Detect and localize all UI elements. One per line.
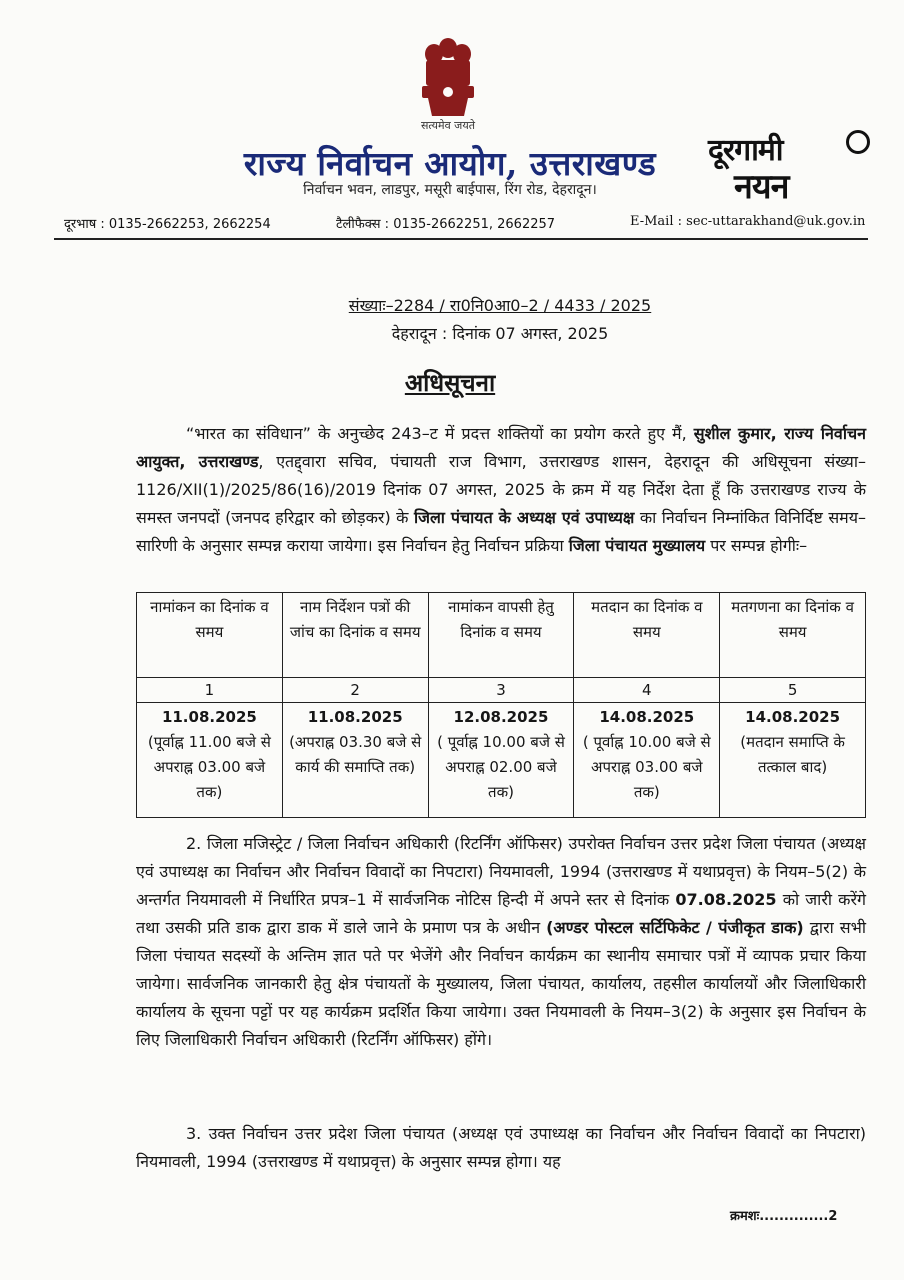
cell-time: ( पूर्वाह्न 10.00 बजे से अपराह्न 02.00 बजे तक) xyxy=(437,733,565,801)
para1-bold-2: जिला पंचायत के अध्यक्ष एवं उपाध्यक्ष xyxy=(413,508,635,527)
emblem-motto: सत्यमेव जयते xyxy=(420,119,475,132)
cell-date: 11.08.2025 xyxy=(307,708,403,726)
logo-text-top: दूरगामी xyxy=(708,133,783,168)
cell-time: (पूर्वाह्न 11.00 बजे से अपराह्न 03.00 बजे तक) xyxy=(147,733,271,801)
para1-text-3: का निर्वाचन निम्नांकित विनिर्दिष्ट समय–सारिणी के अनुसार सम्पन्न कराया जायेगा। इस निर्वाचन हेतु निर्वाचन प्रक्रिया xyxy=(136,508,866,555)
organization-title: राज्य निर्वाचन आयोग, उत्तराखण्ड xyxy=(243,144,657,183)
cell-date: 12.08.2025 xyxy=(453,708,549,726)
table-cell xyxy=(137,703,283,818)
column-number: 2 xyxy=(282,678,428,703)
para1-bold-3: जिला पंचायत मुख्यालय xyxy=(568,536,706,555)
cell-time: (मतदान समाप्ति के तत्काल बाद) xyxy=(740,733,845,776)
telefax-number: टैलीफैक्स : 0135-2662251, 2662257 xyxy=(336,217,556,232)
reference-number: संख्याः–2284 / रा0नि0आ0–2 / 4433 / 2025 xyxy=(348,296,652,315)
header-nomination: नामांकन का दिनांक व समय xyxy=(137,593,283,678)
para2-text-3: द्वारा सभी जिला पंचायत सदस्यों के अन्तिम ज्ञात पते पर भेजेंगे और निर्वाचन कार्यक्रम का स्थानीय समाचार पत्रों में व्यापक प्रचार किया जायेगा। सार्वजनिक जानकारी हेतु क्षेत्र पंचायतों के मुख्यालय, जिला पंचायत, कार्यालय, तहसील कार्यालयों और जिलाधिकारी कार्यालय के सूचना पट्टों पर यह कार्यक्रम प्रदर्शित किया जायेगा। उक्त नियमावली के नियम–3(2) के अनुसार इस निर्वाचन के लिए जिलाधिकारी निर्वाचन अधिकारी (रिटर्निंग ऑफिसर) होंगे। xyxy=(136,918,866,1049)
cell-date: 11.08.2025 xyxy=(161,708,257,726)
cell-date: 14.08.2025 xyxy=(745,708,841,726)
para1-text-1: “भारत का संविधान” के अनुच्छेद 243–ट में प्रदत्त शक्तियों का प्रयोग करते हुए मैं, xyxy=(186,424,694,443)
header-counting: मतगणना का दिनांक व समय xyxy=(720,593,866,678)
table-row xyxy=(137,703,866,818)
table-header-row xyxy=(137,593,866,678)
ashoka-emblem-icon xyxy=(412,32,484,132)
cell-time: ( पूर्वाह्न 10.00 बजे से अपराह्न 03.00 बजे तक) xyxy=(582,733,711,801)
header-withdrawal: नामांकन वापसी हेतु दिनांक व समय xyxy=(428,593,574,678)
column-number: 3 xyxy=(428,678,574,703)
column-number: 5 xyxy=(720,678,866,703)
cell-time: (अपराह्न 03.30 बजे से कार्य की समाप्ति तक) xyxy=(289,733,422,776)
header-divider xyxy=(54,238,868,240)
reference-date: देहरादून : दिनांक 07 अगस्त, 2025 xyxy=(391,324,609,343)
table-cell xyxy=(282,703,428,818)
para2-text-1: 2. जिला मजिस्ट्रेट / जिला निर्वाचन अधिकारी (रिटर्निंग ऑफिसर) उपरोक्त निर्वाचन उत्तर प्रदेश जिला पंचायत (अध्यक्ष एवं उपाध्यक्ष का निर्वाचन और निर्वाचन विवादों का निपटारा) नियमावली, 1994 (उत्तराखण्ड में यथाप्रवृत्त) के नियम–5(2) के अन्तर्गत नियमावली में निर्धारित प्रपत्र–1 में सार्वजनिक नोटिस हिन्दी में अपने स्तर से दिनांक xyxy=(136,834,866,909)
election-schedule-table xyxy=(136,592,866,818)
paragraph-3: 3. उक्त निर्वाचन उत्तर प्रदेश जिला पंचायत (अध्यक्ष एवं उपाध्यक्ष का निर्वाचन और निर्वाचन विवादों का निपटारा) नियमावली, 1994 (उत्तराखण्ड में यथाप्रवृत्त) के अनुसार सम्पन्न होगा। यह xyxy=(136,1124,866,1171)
paragraph-2 xyxy=(136,830,866,1054)
para1-bold-1: सुशील कुमार, राज्य निर्वाचन आयुक्त, उत्तराखण्ड xyxy=(136,424,867,471)
page-continuation: क्रमशः..............2 xyxy=(730,1209,838,1224)
cell-date: 14.08.2025 xyxy=(599,708,695,726)
table-cell xyxy=(574,703,720,818)
paragraph-1 xyxy=(136,420,866,560)
para2-text-2: को जारी करेंगे तथा उसकी प्रति डाक द्वारा डाक में डाले जाने के प्रमाण पत्र के अधीन xyxy=(136,890,866,937)
header-polling: मतदान का दिनांक व समय xyxy=(574,593,720,678)
organization-address: निर्वाचन भवन, लाडपुर, मसूरी बाईपास, रिंग रोड, देहरादून। xyxy=(303,182,597,198)
para2-bold-1: 07.08.2025 xyxy=(675,890,777,909)
table-cell xyxy=(720,703,866,818)
column-number: 1 xyxy=(137,678,283,703)
notification-heading: अधिसूचना xyxy=(404,368,496,397)
para1-text-4: पर सम्पन्न होगीः– xyxy=(705,536,808,555)
newspaper-logo xyxy=(708,128,874,207)
logo-circle-icon xyxy=(846,130,870,154)
header-scrutiny: नाम निर्देशन पत्रों की जांच का दिनांक व समय xyxy=(282,593,428,678)
table-cell xyxy=(428,703,574,818)
column-number: 4 xyxy=(574,678,720,703)
table-number-row xyxy=(137,678,866,703)
para1-text-2: , एतद्द्वारा सचिव, पंचायती राज विभाग, उत्तराखण्ड शासन, देहरादून की अधिसूचना संख्या–1126/XII(1)/2025/86(16)/2019 दिनांक 07 अगस्त, 2025 के क्रम में यह निर्देश देता हूँ कि उत्तराखण्ड राज्य के समस्त जनपदों (जनपद हरिद्वार को छोड़कर) के xyxy=(136,452,866,527)
phone-number: दूरभाष : 0135-2662253, 2662254 xyxy=(64,217,271,232)
para2-bold-2: (अण्डर पोस्टल सर्टिफिकेट / पंजीकृत डाक) xyxy=(546,918,804,937)
logo-text-bottom: नयन xyxy=(734,167,789,207)
email-address: E-Mail : sec-uttarakhand@uk.gov.in xyxy=(630,214,866,229)
